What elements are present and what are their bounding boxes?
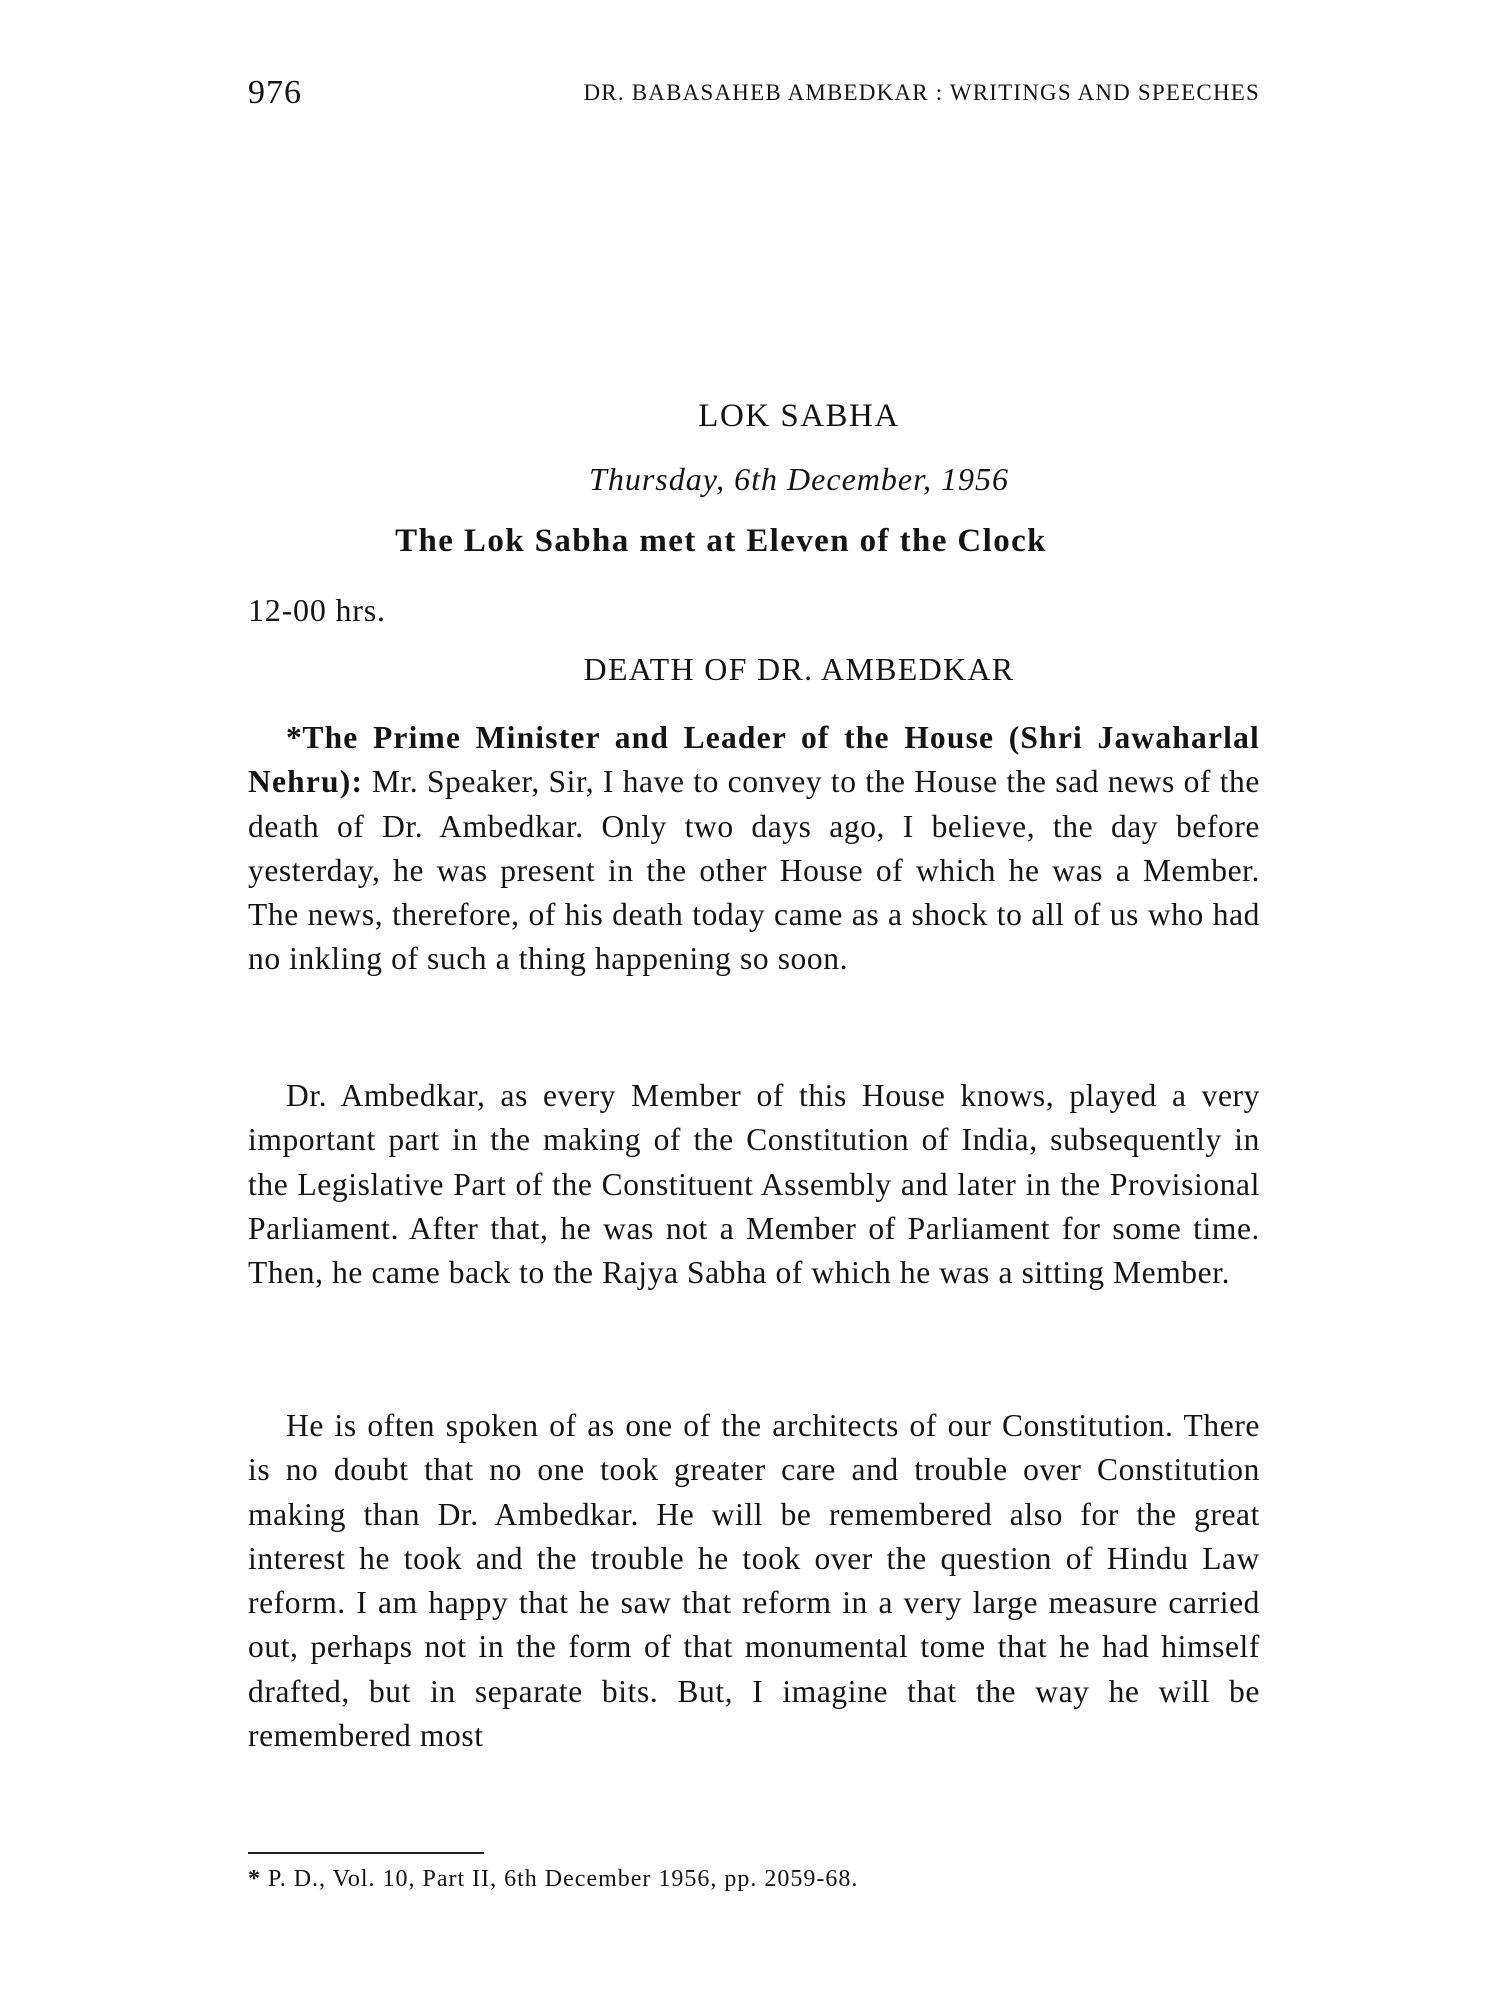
sitting-date: Thursday, 6th December, 1956 xyxy=(589,461,1009,497)
book-title: DR. BABASAHEB AMBEDKAR : WRITINGS AND SPEECHES xyxy=(583,80,1260,105)
time-stamp: 12-00 hrs. xyxy=(248,592,386,628)
speaker-name: The Prime Minister and Leader of the House (Shri Jawaharlal Nehru): xyxy=(248,720,1260,800)
speech-paragraph-1 xyxy=(248,716,1260,982)
footnote-reference: * xyxy=(286,720,303,755)
speech-paragraph-3 xyxy=(248,1404,1260,1758)
footnote-divider xyxy=(248,1852,484,1854)
house-title: LOK SABHA xyxy=(698,398,900,434)
footnote-text: P. D., Vol. 10, Part II, 6th December 1956, pp. 2059-68. xyxy=(268,1866,859,1892)
meeting-time-line: The Lok Sabha met at Eleven of the Clock xyxy=(395,523,1047,559)
footnote xyxy=(248,1866,858,1893)
paragraph-text: Mr. Speaker, Sir, I have to convey to the House the sad news of the death of Dr. Ambedkar. Only two days ago, I believe, the day before yesterday, he was present in the other House of which he was a Member. The news, therefore, of his death today came as a shock to all of us who had no inkling of such a thing happening so soon. xyxy=(248,764,1260,977)
footnote-mark: * xyxy=(248,1866,261,1892)
section-heading: DEATH OF DR. AMBEDKAR xyxy=(583,651,1015,687)
paragraph-text: Dr. Ambedkar, as every Member of this House knows, played a very important part in the making of the Constitution of India, subsequently in the Legislative Part of the Constituent Assembly and later in the Provisional Parliament. After that, he was not a Member of Parliament for some time. Then, he came back to the Rajya Sabha of which he was a sitting Member. xyxy=(248,1078,1260,1291)
speech-paragraph-2 xyxy=(248,1074,1260,1295)
running-header xyxy=(248,74,1260,114)
page-number: 976 xyxy=(248,74,302,111)
paragraph-text: He is often spoken of as one of the architects of our Constitution. There is no doubt that no one took greater care and trouble over Constitution making than Dr. Ambedkar. He will be remembered also for the great interest he took and the trouble he took over the question of Hindu Law reform. I am happy that he saw that reform in a very large measure carried out, perhaps not in the form of that monumental tome that he had himself drafted, but in separate bits. But, I imagine that the way he will be remembered most xyxy=(248,1408,1260,1754)
